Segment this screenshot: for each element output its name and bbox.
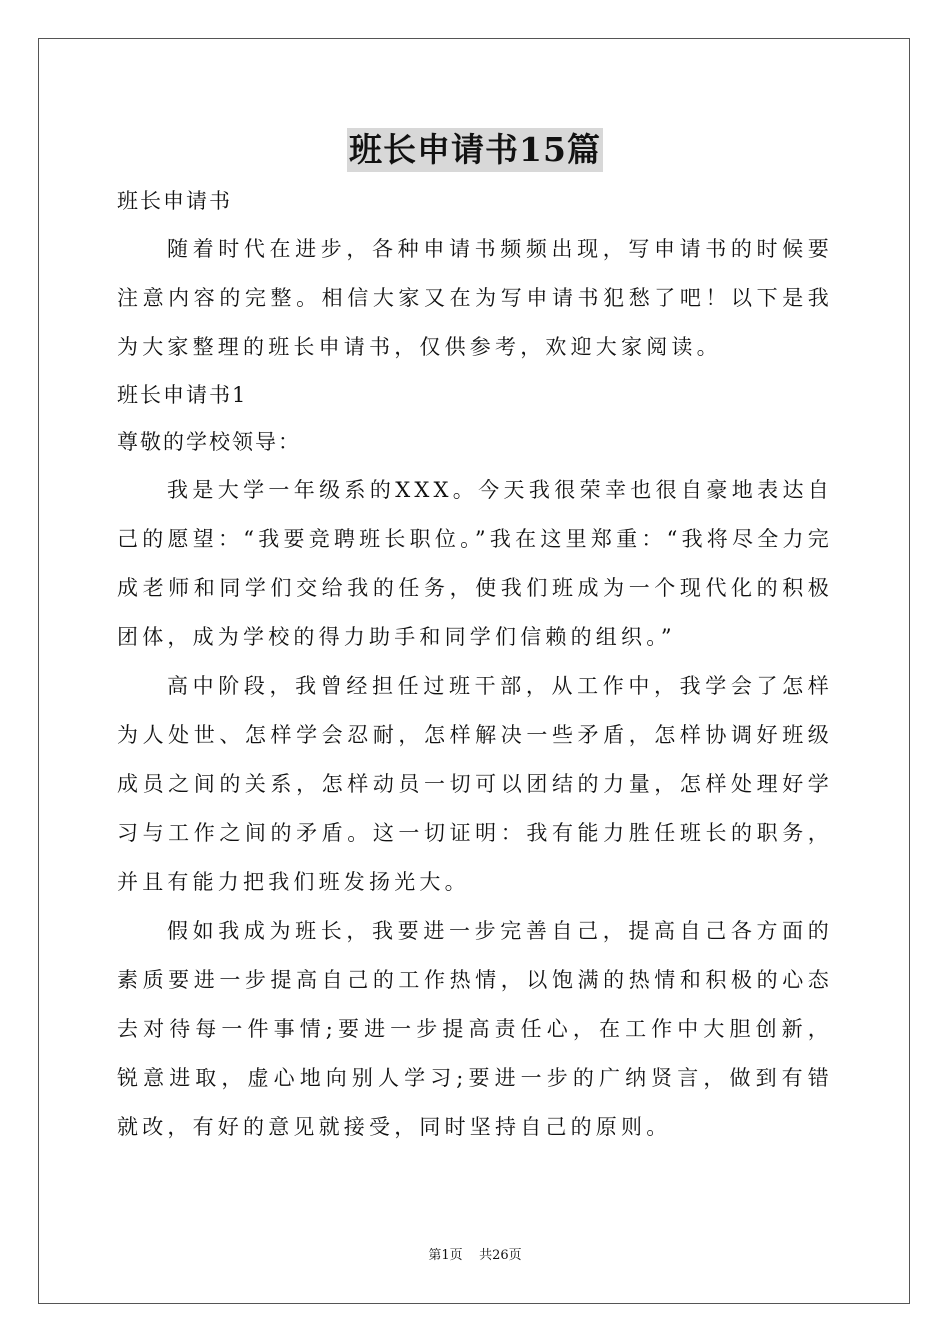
document-title: 班长申请书15篇 — [347, 128, 603, 172]
section-heading: 班长申请书1 — [117, 383, 248, 407]
page-number: 第1页 — [428, 1248, 463, 1263]
body-paragraph: 高中阶段，我曾经担任过班干部，从工作中，我学会了怎样为人处世、怎样学会忍耐，怎样解决一些矛盾，怎样协调好班级成员之间的关系，怎样动员一切可以团结的力量，怎样处理好学习与工作之间的矛盾。这一切证明：我有能力胜任班长的职务，并且有能力把我们班发扬光大。 — [117, 674, 833, 894]
intro-heading: 班长申请书 — [117, 189, 232, 213]
intro-paragraph: 随着时代在进步，各种申请书频频出现，写申请书的时候要注意内容的完整。相信大家又在为写申请书犯愁了吧！以下是我为大家整理的班长申请书，仅供参考，欢迎大家阅读。 — [117, 237, 833, 359]
title-container — [0, 128, 950, 172]
document-body — [117, 178, 833, 1152]
salutation: 尊敬的学校领导： — [117, 430, 301, 454]
page-footer — [0, 1246, 950, 1266]
page-total: 共26页 — [479, 1248, 522, 1263]
body-paragraph: 我是大学一年级系的XXX。今天我很荣幸也很自豪地表达自己的愿望：“我要竞聘班长职位。”我在这里郑重：“我将尽全力完成老师和同学们交给我的任务，使我们班成为一个现代化的积极团体，成为学校的得力助手和同学们信赖的组织。” — [117, 478, 833, 649]
body-paragraph: 假如我成为班长，我要进一步完善自己，提高自己各方面的素质要进一步提高自己的工作热情，以饱满的热情和积极的心态去对待每一件事情;要进一步提高责任心，在工作中大胆创新，锐意进取，虚心地向别人学习;要进一步的广纳贤言，做到有错就改，有好的意见就接受，同时坚持自己的原则。 — [117, 919, 833, 1139]
